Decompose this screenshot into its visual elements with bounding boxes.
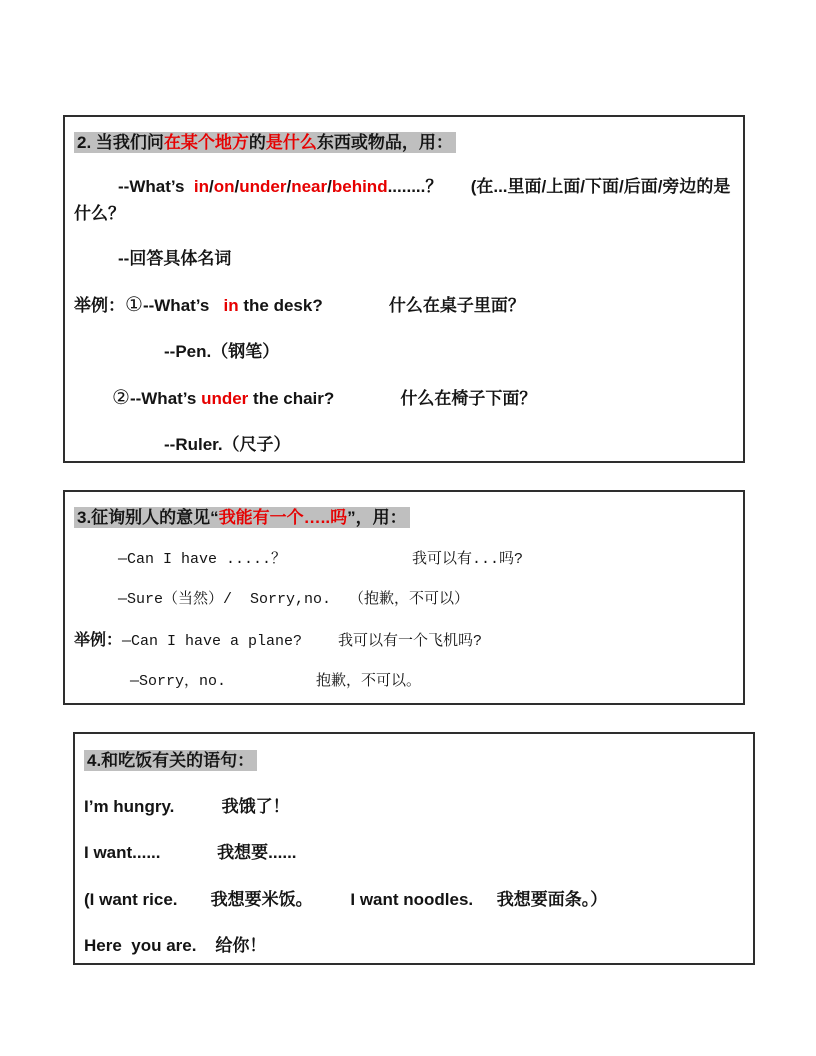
heading-red-phrase: 我能有一个…..吗: [218, 508, 348, 527]
pattern-chinese-gloss: (在...里面/上面/下面/后面/旁边的是什么？: [74, 177, 731, 224]
section-prepositions-box: [63, 115, 745, 463]
example-1-tail: the desk?: [238, 295, 389, 315]
example-2-tail: the chair?: [248, 388, 401, 408]
example-2-question: [74, 382, 733, 414]
slash: /: [286, 177, 292, 197]
prep-near: near: [291, 177, 328, 197]
example-1-lead: --What’s: [142, 295, 224, 315]
section-2-heading: [74, 129, 733, 156]
example-2-answer-text: --Ruler.（尺子）: [164, 434, 291, 454]
slash: /: [208, 177, 214, 197]
example-plane-answer-text: —Sorry，no. 抱歉，不可以。: [130, 673, 422, 691]
heading-red-place: 在某个地方: [163, 133, 249, 152]
prep-on: on: [213, 177, 235, 197]
heading-text: 2. 当我们问: [77, 133, 164, 152]
pattern-lead: --What’s: [118, 177, 194, 197]
prep-in: in: [193, 177, 209, 197]
here-you-are-line: [84, 932, 743, 959]
sure-sorry-text: —Sure（当然）/ Sorry,no. （抱歉，不可以）: [118, 591, 470, 609]
heading-highlight: [74, 507, 410, 528]
heading-text: ”，用：: [347, 508, 407, 527]
hungry-line: [84, 793, 743, 820]
example-label: 举例：: [74, 632, 123, 650]
rice-noodles-line: [84, 886, 743, 913]
example-1-answer-text: --Pen.（钢笔）: [164, 341, 280, 361]
example-2-answer: [74, 431, 733, 458]
prep-behind: behind: [331, 177, 388, 197]
section-3-heading: [74, 504, 733, 531]
example-plane-text: —Can I have a plane? 我可以有一个飞机吗?: [122, 633, 483, 651]
heading-text: 的: [248, 133, 266, 152]
example-1-question: [74, 289, 733, 321]
prep-under: under: [239, 177, 287, 197]
heading-text: 东西或物品，用：: [316, 133, 453, 152]
section-meal-phrases-box: [73, 732, 755, 965]
i-want-text: I want...... 我想要......: [84, 843, 297, 863]
i-want-line: [84, 839, 743, 866]
example-plane-question: [74, 628, 733, 654]
example-2-prep: under: [201, 388, 249, 408]
heading-highlight: [84, 750, 257, 771]
can-i-have-pattern-text: —Can I have .....？ 我可以有...吗?: [118, 551, 524, 569]
circled-one: ①: [125, 293, 143, 316]
answer-hint-text: --回答具体名词: [118, 248, 232, 268]
heading-text: 4.和吃饭有关的语句：: [87, 751, 255, 770]
whats-pattern-line: [74, 173, 733, 227]
hungry-text: I’m hungry. 我饿了！: [84, 797, 290, 817]
answer-hint-line: [74, 245, 733, 272]
rice-noodles-text: (I want rice. 我想要米饭。 I want noodles. 我想要面条。）: [84, 889, 608, 909]
example-2-chinese: 什么在椅子下面？: [400, 388, 537, 408]
section-4-heading: [84, 747, 743, 774]
example-label: 举例：: [74, 295, 125, 315]
heading-highlight: [74, 132, 456, 153]
slash: /: [234, 177, 240, 197]
heading-text: 3.征询别人的意见“: [77, 508, 219, 527]
example-1-chinese: 什么在桌子里面？: [388, 295, 525, 315]
heading-red-what: 是什么: [265, 133, 317, 152]
slash: /: [327, 177, 332, 197]
example-1-prep: in: [223, 295, 239, 315]
sure-sorry-line: [74, 588, 733, 612]
circled-two: ②: [112, 386, 130, 409]
can-i-have-pattern-line: [74, 548, 733, 572]
example-plane-answer: [74, 670, 733, 694]
pattern-dots: ........？: [387, 177, 471, 197]
example-2-lead: --What’s: [129, 388, 202, 408]
section-can-i-have-box: [63, 490, 745, 705]
example-1-answer: [74, 338, 733, 365]
here-you-are-text: Here you are. 给你！: [84, 935, 267, 955]
